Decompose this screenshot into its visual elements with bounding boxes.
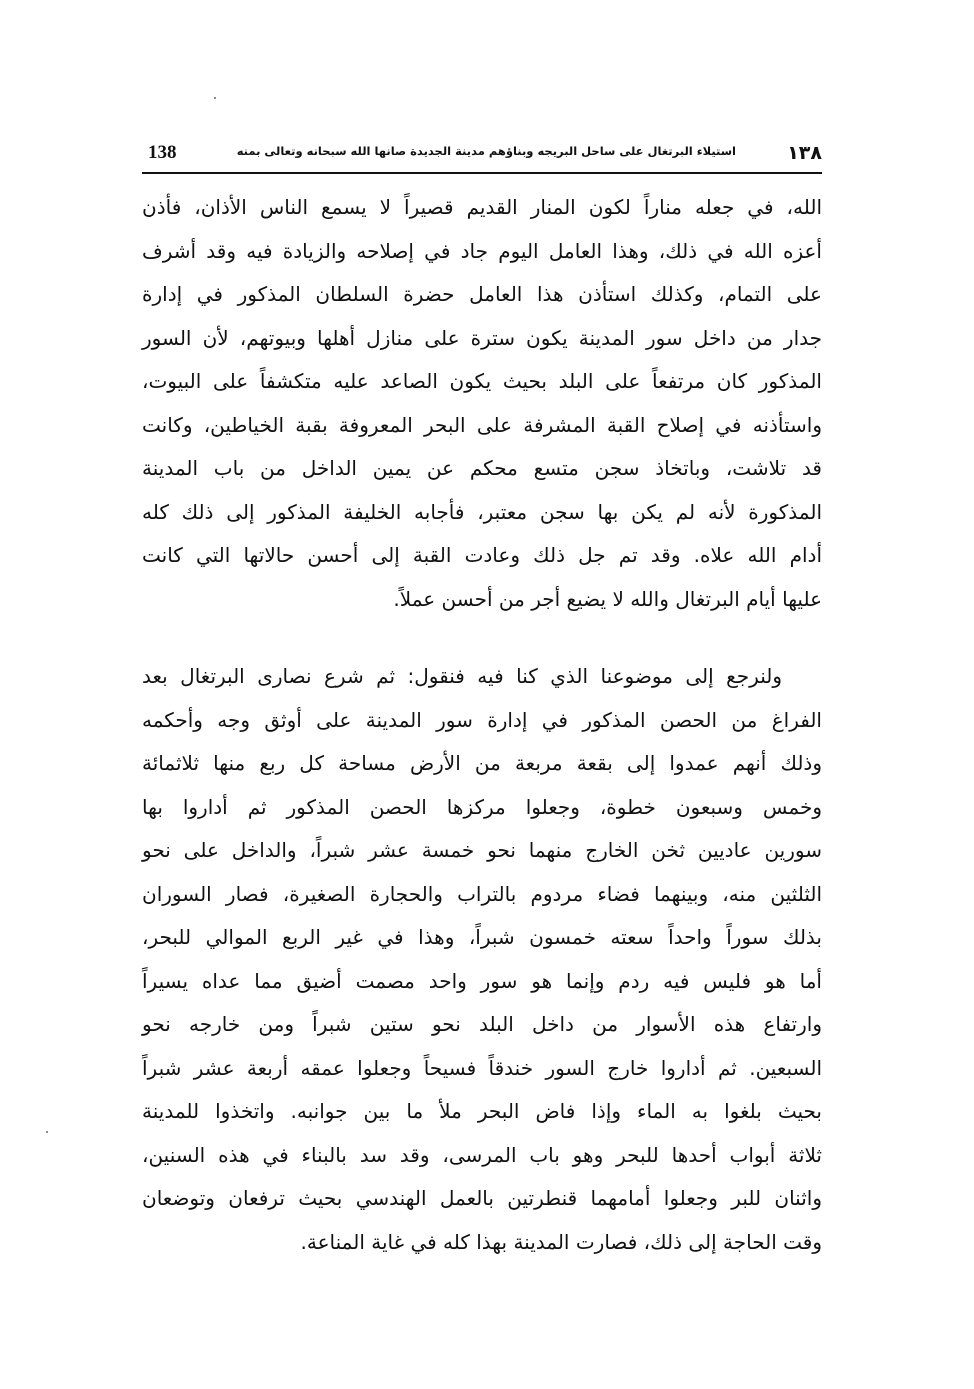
text-line: جدار من داخل سور المدينة يكون سترة على منازل أهلها وبيوتهم، لأن السور xyxy=(142,325,822,350)
text-line: عليها أيام البرتغال والله لا يضيع أجر من أحسن عملاً. xyxy=(393,586,822,611)
text-line: وقت الحاجة إلى ذلك، فصارت المدينة بهذا كله في غاية المناعة. xyxy=(300,1229,822,1254)
text-line: سورين عاديين ثخن الخارج منهما نحو خمسة عشر شبراً، والداخل على نحو xyxy=(142,838,822,862)
text-line: المذكورة لأنه لم يكن بها سجن معتبر، فأجابه الخليفة المذكور إلى ذلك كله xyxy=(142,499,822,524)
text-line: ثلاثة أبواب أحدها للبحر وهو باب المرسى، وقد سد بالبناء في هذه السنين، xyxy=(142,1142,822,1167)
latin-page-number: 138 xyxy=(148,142,177,163)
text-line: أدام الله علاه. وقد تم جل ذلك وعادت القبة إلى أحسن حالاتها التي كانت xyxy=(142,543,822,567)
running-header xyxy=(142,140,822,170)
text-line: ولنرجع إلى موضوعنا الذي كنا فيه فنقول: ثم شرع نصارى البرتغال بعد xyxy=(142,664,782,688)
text-line: واثنان للبر وجعلوا أمامهما قنطرتين بالعمل الهندسي بحيث ترفعان وتوضعان xyxy=(142,1186,822,1210)
paragraph-2 xyxy=(142,655,822,1264)
scan-speck xyxy=(46,1131,48,1133)
text-line: بحيث بلغوا به الماء وإذا فاض البحر ملأ ما بين جوانبه. واتخذوا للمدينة xyxy=(142,1099,822,1123)
text-line: أما هو فليس فيه ردم وإنما هو سور واحد مصمت أضيق مما عداه يسيراً xyxy=(142,968,822,993)
scan-speck xyxy=(214,97,216,99)
text-line: وذلك أنهم عمدوا إلى بقعة مربعة من الأرض مساحة كل ربع منها ثلاثمائة xyxy=(142,751,822,775)
header-rule xyxy=(142,172,822,174)
text-line: واستأذنه في إصلاح القبة المشرفة على البحر المعروفة بقبة الخياطين، وكانت xyxy=(142,412,822,437)
text-line: المذكور كان مرتفعاً على البلد بحيث يكون الصاعد عليه متكشفاً على البيوت، xyxy=(142,369,822,393)
arabic-page-number: ١٣٨ xyxy=(787,142,822,164)
text-line: الله، في جعله مناراً لكون المنار القديم قصيراً لا يسمع الناس الأذان، فأذن xyxy=(142,195,822,219)
text-line: الفراغ من الحصن المذكور في إدارة سور المدينة على أوثق وجه وأحكمه xyxy=(142,707,822,732)
text-line: وخمس وسبعون خطوة، وجعلوا مركزها الحصن المذكور ثم أداروا بها xyxy=(142,794,822,819)
text-line: قد تلاشت، وباتخاذ سجن متسع محكم عن يمين الداخل من باب المدينة xyxy=(142,456,822,480)
text-line: السبعين. ثم أداروا خارج السور خندقاً فسيحاً وجعلوا عمقه أربعة عشر شبراً xyxy=(142,1055,822,1080)
running-header-title: استيلاء البرتغال على ساحل البريجه وبناؤهم مدينة الجديدة صانها الله سبحانه وتعالى بمنه xyxy=(236,144,736,158)
text-line: وارتفاع هذه الأسوار من داخل البلد نحو ستين شبراً ومن خارجه نحو xyxy=(142,1012,822,1036)
paragraph-1 xyxy=(142,186,822,621)
text-line: أعزه الله في ذلك، وهذا العامل اليوم جاد في إصلاحه والزيادة فيه وقد أشرف xyxy=(142,238,822,263)
text-line: بذلك سوراً واحداً سعته خمسون شبراً، وهذا في غير الربع الموالي للبحر، xyxy=(142,925,822,949)
text-line: على التمام، وكذلك استأذن هذا العامل حضرة السلطان المذكور في إدارة xyxy=(142,282,822,306)
text-line: الثلثين منه، وبينهما فضاء مردوم بالتراب والحجارة الصغيرة، فصار السوران xyxy=(142,881,822,906)
